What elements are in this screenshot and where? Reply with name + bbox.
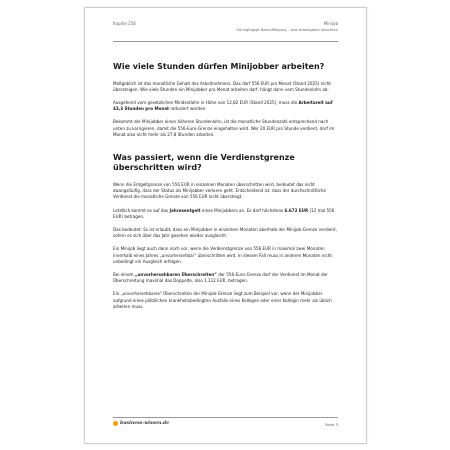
chapter-label: Kapitel 258 [113, 21, 136, 26]
paragraph: Das bedeutet: Es ist erlaubt, dass ein Minijobber in einzelnen Monaten oberhalb der Minijob-Grenze verdient, sofern es sich über das Jahr gesehen wieder ausgleicht. [113, 226, 337, 239]
page-footer [113, 417, 338, 431]
bold-text: 6.672 EUR [284, 207, 309, 213]
bold-text: „unvorhersehbaren Überschreiten“ [134, 271, 217, 277]
page-header [113, 20, 338, 42]
document-page [84, 7, 367, 444]
paragraph [113, 100, 338, 112]
paragraph [113, 208, 338, 220]
paragraph: Wenn die Entgeltgrenze von 556 EUR in einzelnen Monaten überschritten wird, bedeutet das nicht zwangsläufig, dass der Status als Minijobber verloren geht. Entscheidend ist, dass der durchschnittliche Verdienst die monatliche Grenze von 556 EUR nicht übersteigt. [113, 181, 326, 200]
logo-text: business-wissen.de [120, 421, 170, 426]
text-run: Letztlich kommt es auf das [113, 207, 170, 213]
text-run: der 556-Euro-Grenze darf der Verdienst im Monat der Überschreitung maximal das Doppelte, also 1.112 EUR, betragen. [113, 271, 328, 284]
header-title: Minijob [323, 21, 338, 26]
brand-logo [113, 421, 169, 426]
paragraph: Ein Minijob liegt auch dann noch vor, wenn die Verdienstgrenze von 556 EUR in maximal zwei Monaten innerhalb eines Jahres „unvorhersehbar“ überschritten wird. In diesem Fall muss in anderen Monaten nicht unbedingt ein Ausgleich erfolgen. [113, 246, 332, 264]
text-run: (12 mal 556 EUR) betragen. [113, 207, 335, 219]
header-subtitle: Geringfügige Beschäftigung – was Arbeitgeber beachten [236, 28, 338, 32]
page-number: Seite 3 [324, 422, 338, 427]
page-content [113, 62, 338, 317]
text-run: Ausgehend vom gesetzlichen Mindestlohn in Höhe von 12,82 EUR (Stand 2025), muss die [113, 99, 299, 105]
section-heading-hours: Wie viele Stunden dürfen Minijobber arbeiten? [113, 62, 325, 71]
text-run: eines Minijobbers an. Es darf höchstens [200, 207, 285, 213]
bold-text: Arbeitszeit auf 43,3 Stunden pro Monat [113, 99, 333, 112]
paragraph: Ein „unvorhersehbares“ Überschreiten der Minijob-Grenze liegt zum Beispiel vor, wenn der Minijobber aufgrund eines plötzlichen krankheitsbedingten Ausfalls eines Kollegen oder einer Kollegin mehr als üblich arbeiten muss. [113, 291, 332, 309]
paragraph: Maßgeblich ist das monatliche Gehalt des Arbeitnehmers. Das darf 556 EUR pro Monat (Stand 2025) nicht übersteigen. Wie viele Stunden ein Minijobber pro Monat arbeiten darf, hängt dann vom Stundenlohn ab. [113, 80, 331, 92]
text-run: Bei einem [113, 271, 135, 277]
text-run: reduziert werden. [169, 106, 207, 112]
paragraph [113, 272, 338, 284]
section-heading-limit-exceeded: Was passiert, wenn die Verdienstgrenze überschritten wird? [113, 152, 295, 173]
logo-dot-icon [113, 421, 118, 426]
bold-text: Jahresentgelt [169, 207, 201, 213]
paragraph: Bekommt der Minijobber einen höheren Stundenlohn, ist die monatliche Stundenzahl entsprechend nach unten zu korrigieren, damit die 556-Euro-Grenze eingehalten wird. Wer 20 EUR pro Stunde verdient, darf im Monat also nicht mehr als 27,8 Stunden arbeiten. [113, 119, 335, 137]
